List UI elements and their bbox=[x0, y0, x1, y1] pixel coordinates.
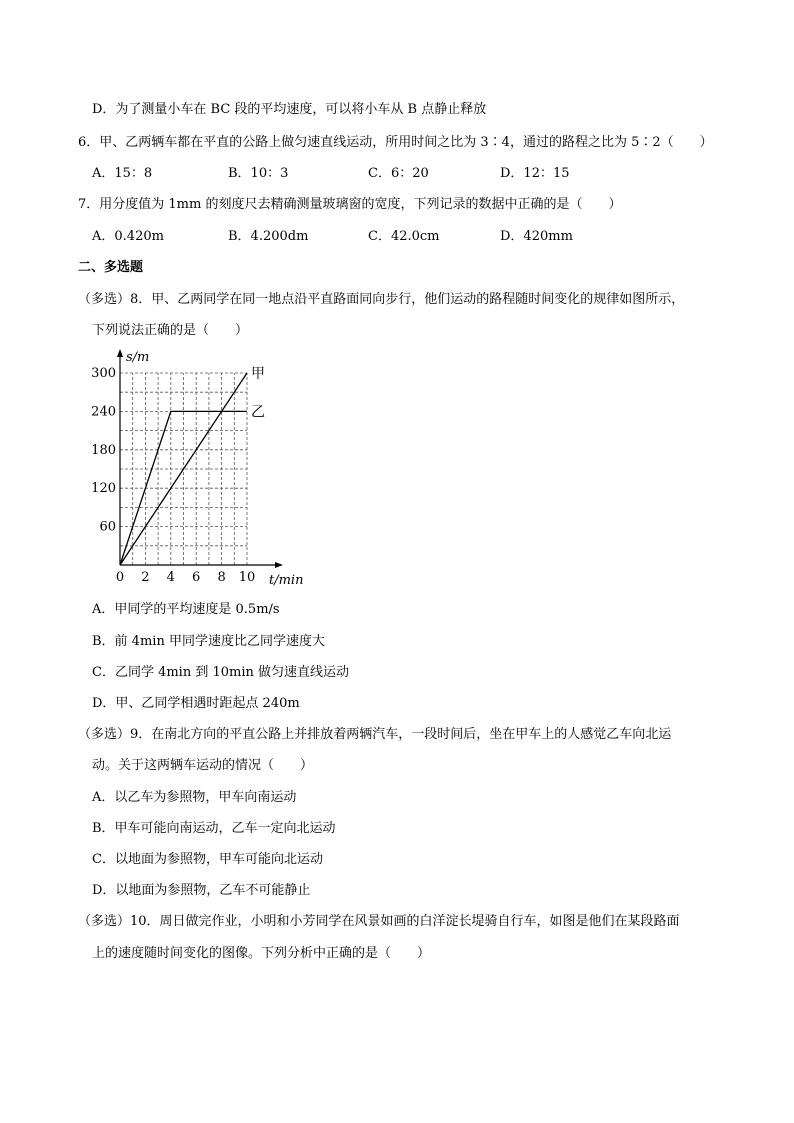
q8-option-a: A．甲同学的平均速度是 0.5m/s bbox=[92, 602, 280, 617]
q9-stem-line2: 动。关于这两辆车运动的情况（ ） bbox=[92, 758, 314, 773]
series-label-jia: 甲 bbox=[251, 366, 265, 382]
q8-option-d: D．甲、乙同学相遇时距起点 240m bbox=[92, 696, 300, 711]
q9-option-a: A．以乙车为参照物，甲车向南运动 bbox=[92, 790, 297, 805]
q6-option-b: B．10：3 bbox=[228, 166, 289, 181]
q5-option-d: D．为了测量小车在 BC 段的平均速度，可以将小车从 B 点静止释放 bbox=[92, 102, 487, 117]
x-tick-label: 6 bbox=[192, 570, 201, 585]
x-axis-arrow bbox=[275, 562, 283, 568]
q10-stem-line2: 上的速度随时间变化的图像。下列分析中正确的是（ ） bbox=[92, 946, 431, 961]
q9-option-d: D．以地面为参照物，乙车不可能静止 bbox=[92, 883, 311, 898]
section-title-multi-choice: 二、多选题 bbox=[78, 260, 144, 275]
y-tick-label: 300 bbox=[91, 366, 116, 381]
y-tick-label: 60 bbox=[99, 519, 116, 535]
x-tick-label: 10 bbox=[238, 570, 256, 585]
y-tick-label: 180 bbox=[91, 442, 116, 458]
q6-stem: 6．甲、乙两辆车都在平直的公路上做匀速直线运动，所用时间之比为 3∶4，通过的路程之比为 5∶2（ ） bbox=[78, 135, 713, 150]
q8-stem-line1: （多选）8．甲、乙两同学在同一地点沿平直路面同向步行，他们运动的路程随时间变化的规律如图所示， bbox=[78, 292, 685, 307]
q6-option-a: A．15：8 bbox=[92, 166, 153, 181]
x-tick-label: 0 bbox=[115, 570, 125, 585]
q10-stem-line1: （多选）10．周日做完作业，小明和小芳同学在风景如画的白洋淀长堤骑自行车，如图是他们在某段路面 bbox=[78, 914, 680, 929]
q8-distance-time-chart bbox=[91, 347, 308, 592]
x-axis-label: t/min bbox=[269, 573, 304, 588]
y-tick-label: 240 bbox=[91, 404, 116, 420]
q7-option-d: D．420mm bbox=[500, 229, 573, 244]
q6-option-c: C．6：20 bbox=[368, 166, 429, 181]
q7-option-b: B．4.200dm bbox=[228, 229, 309, 244]
q6-option-d: D．12：15 bbox=[500, 166, 570, 181]
q8-option-c: C．乙同学 4min 到 10min 做匀速直线运动 bbox=[92, 665, 350, 680]
q9-stem-line1: （多选）9．在南北方向的平直公路上并排放着两辆汽车，一段时间后，坐在甲车上的人感觉乙车向北运 bbox=[78, 727, 672, 742]
y-tick-label: 120 bbox=[91, 481, 116, 497]
x-tick-label: 8 bbox=[217, 570, 226, 585]
x-tick-label: 4 bbox=[166, 570, 175, 585]
q7-option-a: A．0.420m bbox=[92, 229, 164, 244]
q8-stem-line2: 下列说法正确的是（ ） bbox=[92, 323, 249, 338]
y-axis-arrow bbox=[117, 349, 123, 357]
q7-stem: 7．用分度值为 1mm 的刻度尺去精确测量玻璃窗的宽度，下列记录的数据中正确的是（ ） bbox=[78, 197, 622, 212]
q7-option-c: C．42.0cm bbox=[368, 229, 440, 244]
q8-option-b: B．前 4min 甲同学速度比乙同学速度大 bbox=[92, 634, 325, 649]
q9-option-c: C．以地面为参照物，甲车可能向北运动 bbox=[92, 852, 323, 867]
q9-option-b: B．甲车可能向南运动，乙车一定向北运动 bbox=[92, 821, 336, 836]
y-axis-label: s/m bbox=[126, 350, 150, 365]
x-tick-label: 2 bbox=[141, 570, 150, 585]
series-label-yi: 乙 bbox=[251, 404, 265, 421]
